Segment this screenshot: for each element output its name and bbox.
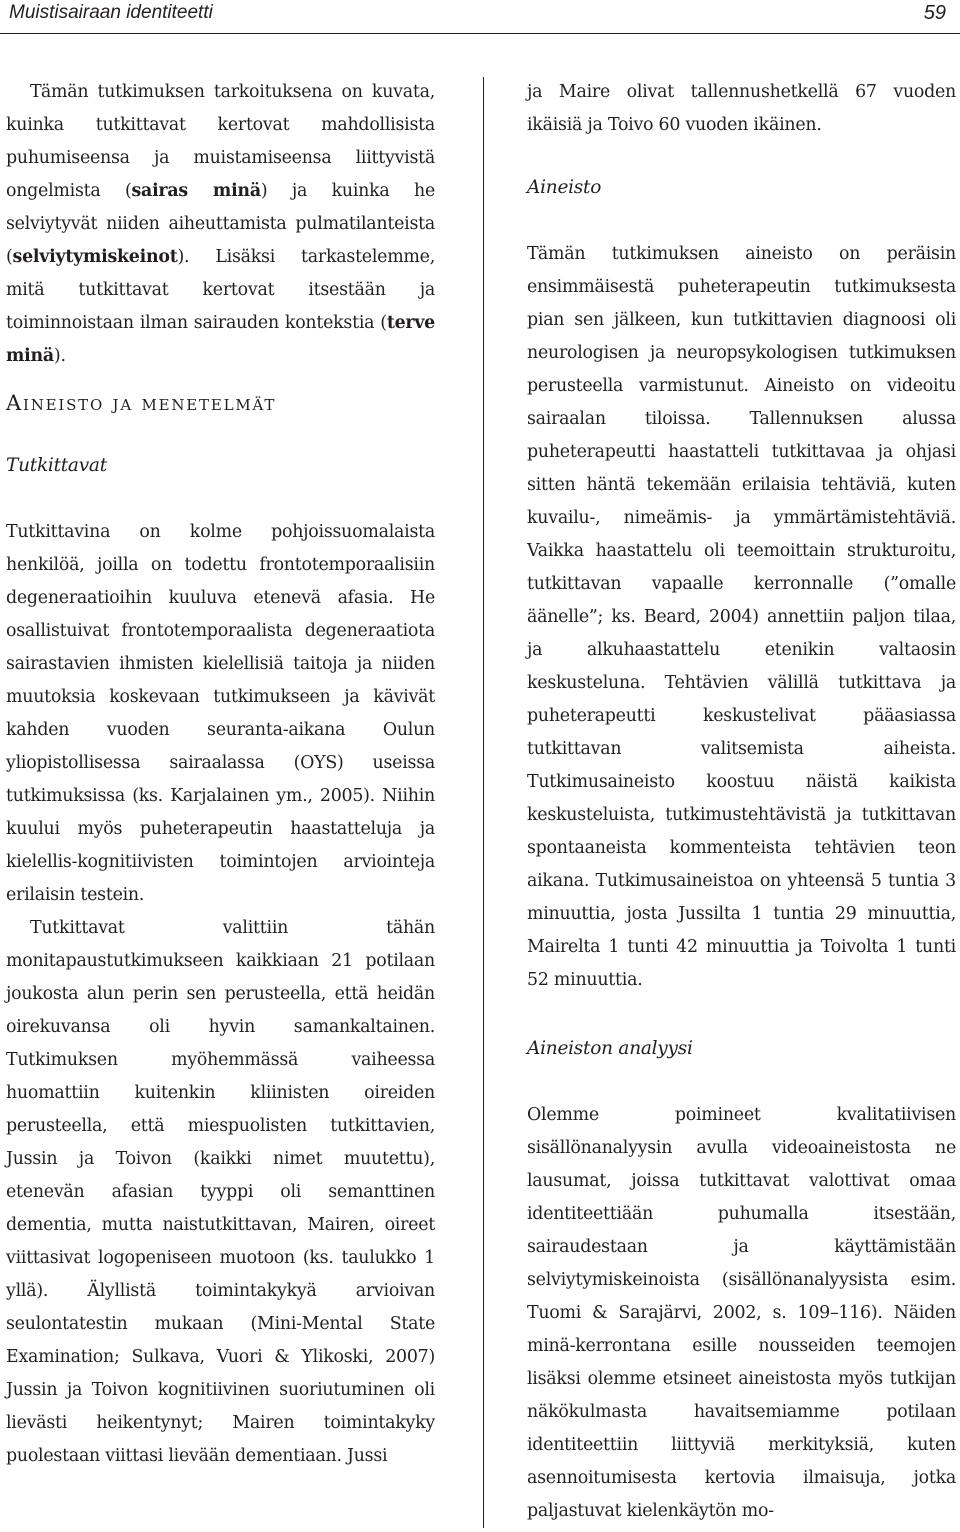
paragraph-aineisto: Tämän tutkimuksen aineisto on peräisin ensimmäisestä puheterapeutin tutkimuksesta pian sen jälkeen, kun tutkittavien diagnoosi oli neurologisen ja neuropsykologisen tutkimuksen perusteella varmistunut. Aineisto on videoitu sairaalan tiloissa. Tallennuksen alussa puheterapeutti haastatteli tutkittavaa ja ohjasi sitten häntä tekemään erilaisia tehtäviä, kuten kuvailu-, nimeämis- ja ymmärtämistehtäviä. Vaikka haastattelu oli teemoittain strukturoitu, tutkittavan vapaalle kerronnalle (”omalle äänelle”; ks. Beard, 2004) annettiin paljon tilaa, ja alkuhaastattelu etenikin valtaosin keskusteluna. Tehtävien välillä tutkittava ja puheterapeutti keskustelivat pääasiassa tutkittavan valitsemista aiheista. Tutkimusaineisto koostuu näistä kaikista keskusteluista, tutkimustehtävistä ja tutkittavan spontaaneista kommenteista tehtävien teon aikana. Tutkimusaineistoa on yhteensä 5 tuntia 3 minuuttia, josta Jussilta 1 tuntia 29 minuuttia, Mairelta 1 tunti 42 minuuttia ja Toivolta 1 tunti 52 minuuttia. xyxy=(527,244,956,990)
term-sairas-mina: sairas minä xyxy=(131,181,261,201)
paragraph-tutkittavat-2: Tutkittavat valittiin tähän monitapaustutkimukseen kaikkiaan 21 potilaan joukosta alun perin sen perusteella, että heidän oirekuvansa oli hyvin samankaltainen. Tutkimuksen myöhemmässä vaiheessa huomattiin kuitenkin kliinisten oireiden perusteella, että miespuolisten tutkittavien, Jussin ja Toivon (kaikki nimet muutettu), etenevän afasian tyyppi oli semanttinen dementia, mutta naistutkittavan, Mairen, oireet viittasivat logopeniseen muotoon (ks. taulukko 1 yllä). Älyllistä toimintakykyä arvioivan seulontatestin mukaan (Mini-Mental State Examination; Sulkava, Vuori & Ylikoski, 2007) Jussin ja Toivon kognitiivinen suoriutuminen oli lievästi heikentynyt; Mairen toimintakyky puolestaan viittasi lievään dementiaan. Jussi xyxy=(6,918,435,1466)
header-rule xyxy=(0,33,960,34)
subheading-aineisto: Aineisto xyxy=(527,177,602,198)
left-column xyxy=(6,76,435,1473)
paragraph-analyysi: Olemme poimineet kvalitatiivisen sisällönanalyysin avulla videoaineistosta ne lausumat, joissa tutkittavat valottivat omaa identiteettiään puhumalla itsestään, sairaudestaan ja käyttämistään selviytymiskeinoista (sisällönanalyysista esim. Tuomi & Sarajärvi, 2002, s. 109–116). Näiden minä-kerrontana esille nousseiden teemojen lisäksi olemme etsineet aineistosta myös tutkijan näkökulmasta havaitsemiamme potilaan identiteettiin liittyviä merkityksiä, kuten asennoitumisesta kertovia ilmaisuja, jotka paljastuvat kielenkäytön mo- xyxy=(527,1105,956,1521)
right-column xyxy=(527,76,956,1528)
paragraph-tutkittavat-1: Tutkittavina on kolme pohjoissuomalaista henkilöä, joilla on todettu frontotemporaalisiin degeneraatioihin kuuluva etenevä afasia. He osallistuivat frontotemporaalista degeneraatiota sairastavien ihmisten kielellisiä taitoja ja niiden muutoksia koskevaan tutkimukseen ja kävivät kahden vuoden seuranta-aikana Oulun yliopistollisessa sairaalassa (OYS) useissa tutkimuksissa (ks. Karjalainen ym., 2005). Niihin kuului myös puheterapeutin haastatteluja ja kielellis-kognitiivisten toimintojen arviointeja erilaisin testein. xyxy=(6,522,435,905)
term-selviytymiskeinot: selviytymiskeinot xyxy=(12,247,178,267)
term-terve-mina: terve minä xyxy=(6,313,435,366)
page-number: 59 xyxy=(923,2,946,24)
subheading-analyysi: Aineiston analyysi xyxy=(527,1038,693,1059)
paragraph-continued: ja Maire olivat tallennushetkellä 67 vuoden ikäisiä ja Toivo 60 vuoden ikäinen. xyxy=(527,82,956,135)
running-title: Muistisairaan identiteetti xyxy=(9,2,213,23)
subheading-tutkittavat: Tutkittavat xyxy=(6,455,107,476)
section-heading: Aineisto ja menetelmät xyxy=(6,391,277,415)
running-header xyxy=(0,0,960,30)
column-divider xyxy=(483,77,484,1528)
intro-paragraph: Tämän tutkimuksen tarkoituksena on kuvata, kuinka tutkittavat kertovat mahdollisista puhumiseensa ja muistamiseensa liittyvistä ongelmista (sairas minä) ja kuinka he selviytyvät niiden aiheuttamista pulmatilanteista (selviytymiskeinot). Lisäksi tarkastelemme, mitä tutkittavat kertovat itsestään ja toiminnoistaan ilman sairauden kontekstia (terve minä). xyxy=(6,82,435,366)
